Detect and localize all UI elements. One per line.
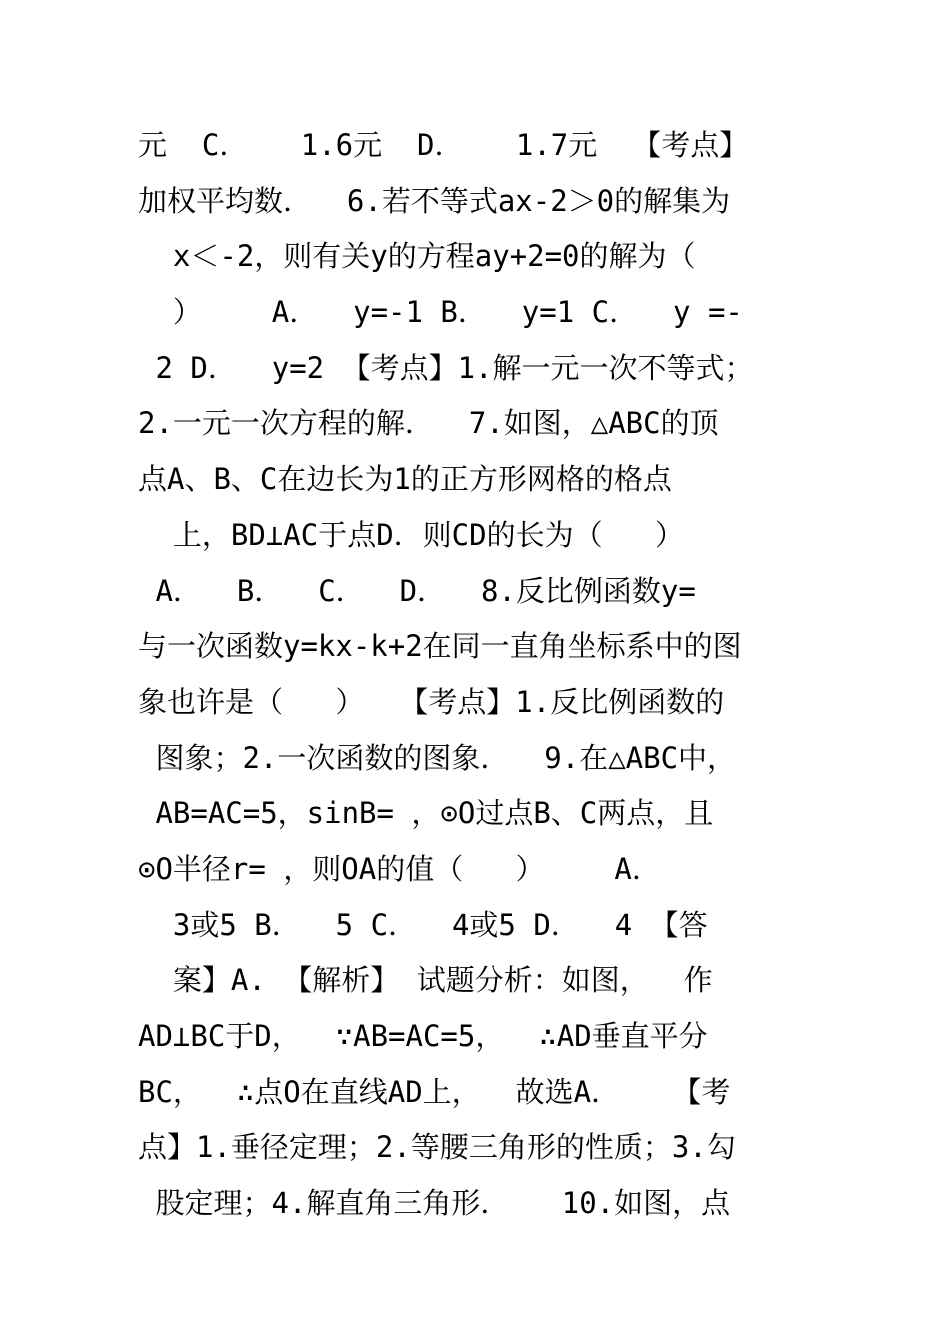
text-line: 点】1.垂径定理；2.等腰三角形的性质；3.勾 — [138, 1130, 736, 1165]
text-line: AB=AC=5，sinB= ，⊙O过点B、C两点，且 — [138, 796, 714, 831]
text-line: BC， ∴点O在直线AD上， 故选A． 【考 — [138, 1074, 731, 1109]
text-line: AD⊥BC于D， ∵AB=AC=5， ∴AD垂直平分 — [138, 1019, 708, 1053]
text-line: 案】A. 【解析】 试题分析：如图， 作 — [138, 963, 713, 998]
text-line: 3或5 B． 5 C． 4或5 D． 4 【答 — [138, 907, 708, 942]
text-line: 股定理；4.解直角三角形． 10.如图，点 — [138, 1186, 731, 1221]
text-line: 加权平均数． 6.若不等式ax-2＞0的解集为 — [138, 183, 731, 218]
text-line: 2.一元一次方程的解． 7.如图，△ABC的顶 — [138, 406, 719, 441]
text-line: 2 D． y=2 【考点】1.解一元一次不等式； — [138, 350, 754, 385]
text-line: ） A． y=-1 B． y=1 C． y =- — [138, 295, 743, 330]
text-line: 图象；2.一次函数的图象． 9.在△ABC中， — [138, 740, 737, 775]
text-line: 象也许是（ ） 【考点】1.反比例函数的 — [138, 684, 725, 719]
text-line: x＜-2，则有关y的方程ay+2=0的解为（ — [138, 239, 696, 274]
text-line: 与一次函数y=kx-k+2在同一直角坐标系中的图 — [138, 629, 742, 664]
text-line: 点A、B、C在边长为1的正方形网格的格点 — [138, 462, 672, 497]
document-text — [138, 118, 814, 1232]
text-line: A． B． C． D． 8.反比例函数y= — [138, 573, 696, 608]
text-line: ⊙O半径r= ，则OA的值（ ） A． — [138, 851, 661, 886]
text-line: 上，BD⊥AC于点D．则CD的长为（ ） — [138, 517, 684, 552]
text-line: 元 C． 1.6元 D． 1.7元 【考点】 — [138, 128, 749, 162]
